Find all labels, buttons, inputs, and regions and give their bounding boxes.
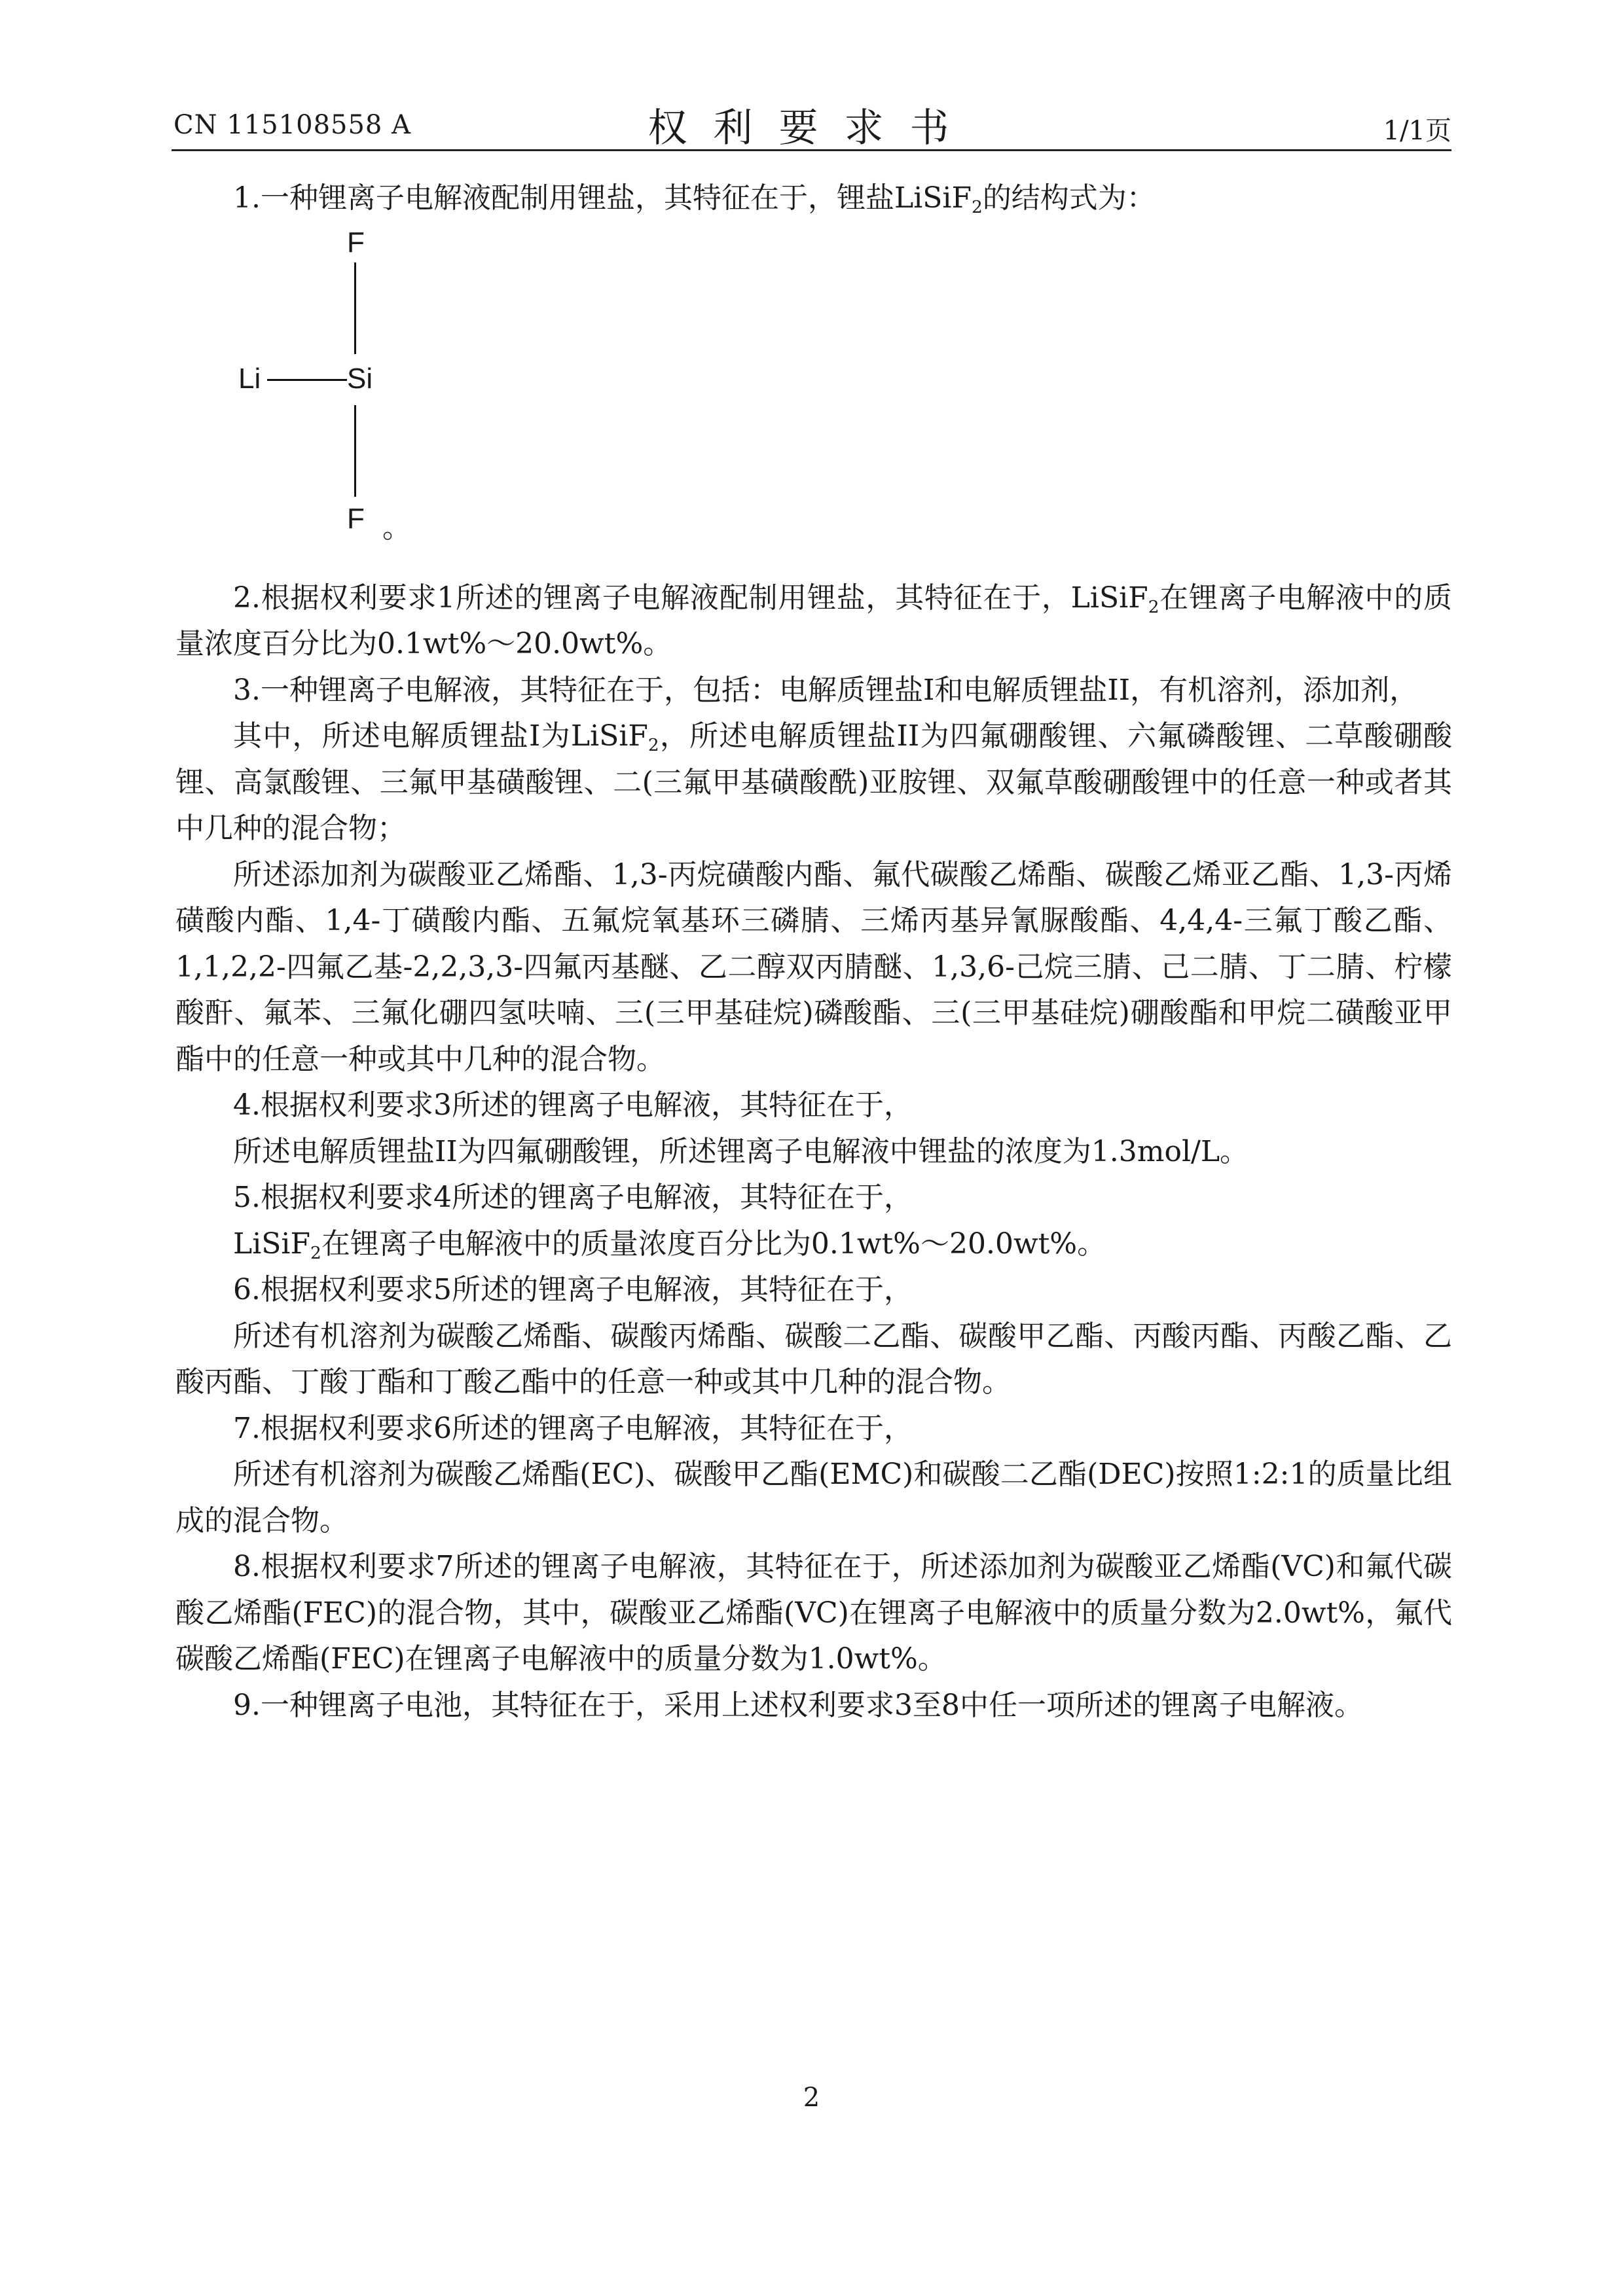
claim-1-subscript: 2 — [972, 197, 983, 217]
claim-5-head: 5.根据权利要求4所述的锂离子电解液，其特征在于， — [233, 1181, 913, 1214]
claim-3-intro: 3.一种锂离子电解液，其特征在于，包括：电解质锂盐I和电解质锂盐II，有机溶剂，添加剂， — [233, 673, 1419, 707]
claim-3-salts — [175, 713, 1452, 852]
claim-1-text-after: 的结构式为： — [982, 181, 1156, 215]
claim-4-body: 所述电解质锂盐II为四氟硼酸锂，所述锂离子电解液中锂盐的浓度为1.3mol/L。 — [233, 1134, 1249, 1168]
atom-li: Li — [238, 362, 261, 395]
claim-5-body-b: 在锂离子电解液中的质量浓度百分比为0.1wt%～20.0wt%。 — [321, 1227, 1106, 1261]
page-title: 权利要求书 — [647, 105, 976, 151]
page-number: 2 — [803, 2083, 820, 2113]
claim-8: 8.根据权利要求7所述的锂离子电解液，其特征在于，所述添加剂为碳酸亚乙烯酯(VC)和氟代碳酸乙烯酯(FEC)的混合物，其中，碳酸亚乙烯酯(VC)在锂离子电解液中的质量分数为2.0wt%，氟代碳酸乙烯酯(FEC)在锂离子电解液中的质量分数为1.0wt%。 — [175, 1550, 1452, 1676]
claims-body — [175, 175, 1452, 1729]
claim-3-salts-a: 其中，所述电解质锂盐I为LiSiF — [233, 719, 648, 753]
claim-9: 9.一种锂离子电池，其特征在于，采用上述权利要求3至8中任一项所述的锂离子电解液。 — [233, 1688, 1363, 1722]
bond-bottom — [354, 405, 356, 497]
claim-2-text-b: 在锂离子电解 — [1159, 581, 1336, 615]
publication-number: CN 115108558 A — [173, 110, 411, 140]
claim-7-head: 7.根据权利要求6所述的锂离子电解液，其特征在于， — [233, 1411, 913, 1445]
claim-2 — [175, 575, 1452, 668]
claim-2-text-a: 2.根据权利要求1所述的锂离子电解液配制用锂盐，其特征在于，LiSiF — [233, 581, 1148, 615]
claim-2-text-c: 液中的质量浓度百分比为0.1wt%～20.0wt%。 — [175, 581, 1453, 660]
claim-6-body: 所述有机溶剂为碳酸乙烯酯、碳酸丙烯酯、碳酸二乙酯、碳酸甲乙酯、丙酸丙酯、丙酸乙酯、乙酸丙酯、丁酸丁酯和丁酸乙酯中的任意一种或其中几种的混合物。 — [175, 1319, 1452, 1399]
claim-6-head: 6.根据权利要求5所述的锂离子电解液，其特征在于， — [233, 1273, 913, 1306]
lisif2-structure-diagram — [175, 222, 1452, 575]
header-divider — [172, 149, 1451, 151]
claim-4-head: 4.根据权利要求3所述的锂离子电解液，其特征在于， — [233, 1088, 913, 1122]
claim-5-body — [175, 1221, 1452, 1268]
claim-2-subscript: 2 — [1148, 596, 1159, 617]
atom-bottom-f: F — [347, 502, 365, 535]
claim-3-subscript: 2 — [647, 735, 659, 755]
structure-end-mark: 。 — [382, 511, 411, 545]
claim-7-body: 所述有机溶剂为碳酸乙烯酯(EC)、碳酸甲乙酯(EMC)和碳酸二乙酯(DEC)按照1:2:1的质量比组成的混合物。 — [175, 1458, 1452, 1537]
bond-top — [354, 262, 356, 354]
bond-left — [267, 379, 347, 381]
claim-3-salts-b: ，所述电解质锂盐II为四氟硼酸锂、六氟磷酸锂、二草酸硼酸锂、高氯酸锂、三氟甲基磺酸锂、二(三氟甲基磺酸酰)亚胺锂、双氟草酸硼酸锂中的任意一种或者其中几种的混合物； — [175, 719, 1452, 845]
claim-1 — [175, 175, 1452, 222]
claim-5-body-a: LiSiF — [233, 1227, 311, 1261]
claim-3-additives: 所述添加剂为碳酸亚乙烯酯、1,3-丙烷磺酸内酯、氟代碳酸乙烯酯、碳酸乙烯亚乙酯、1,3-丙烯磺酸内酯、1,4-丁磺酸内酯、五氟烷氧基环三磷腈、三烯丙基异氰脲酸酯、4,4,4-三氟丁酸乙酯、1,1,2,2-四氟乙基-2,2,3,3-四氟丙基醚、乙二醇双丙腈醚、1,3,6-己烷三腈、己二腈、丁二腈、柠檬酸酐、氟苯、三氟化硼四氢呋喃、三(三甲基硅烷)磷酸酯、三(三甲基硅烷)硼酸酯和甲烷二磺酸亚甲酯中的任意一种或其中几种的混合物。 — [175, 857, 1452, 1076]
atom-top-f: F — [347, 226, 365, 259]
page-counter: 1/1页 — [1383, 116, 1451, 146]
claim-5-subscript: 2 — [310, 1242, 321, 1263]
claim-1-text: 1.一种锂离子电解液配制用锂盐，其特征在于，锂盐LiSiF — [233, 181, 972, 215]
atom-si: Si — [347, 362, 373, 395]
